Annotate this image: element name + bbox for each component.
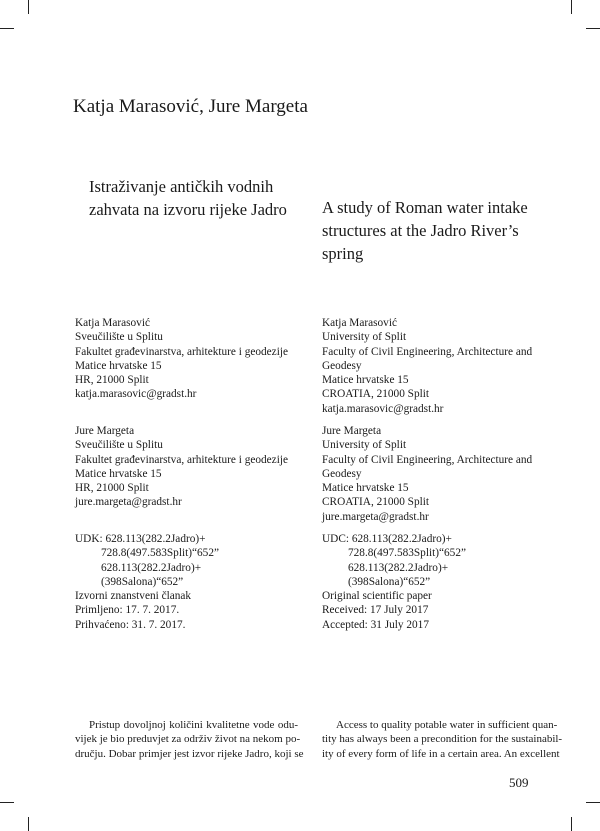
author1-affiliation-hr xyxy=(75,316,288,402)
title-line: spring xyxy=(322,244,364,263)
udk-line: 728.8(497.583Split)“652” xyxy=(101,547,219,560)
page-number: 509 xyxy=(509,775,529,790)
abstract-line: vijek je bio preduvjet za održiv život na nekom po- xyxy=(75,733,301,746)
article-type: Original scientific paper xyxy=(322,590,432,603)
udk-line: UDK: 628.113(282.2Jadro)+ xyxy=(75,533,206,545)
udc-line: (398Salona)“652” xyxy=(348,575,431,588)
title-croatian xyxy=(89,175,287,221)
received-date: Primljeno: 17. 7. 2017. xyxy=(75,604,180,617)
faculty: Faculty of Civil Engineering, Architecture and xyxy=(322,453,533,466)
author-name: Katja Marasović xyxy=(322,317,397,329)
udk-line: 628.113(282.2Jadro)+ xyxy=(101,561,202,574)
title-english xyxy=(322,196,528,265)
faculty: Fakultet građevinarstva, arhitekture i geodezije xyxy=(75,345,288,358)
street: Matice hrvatske 15 xyxy=(322,482,409,495)
accepted-date: Accepted: 31 July 2017 xyxy=(322,618,429,631)
faculty-cont: Geodesy xyxy=(322,359,362,372)
faculty: Faculty of Civil Engineering, Architecture and xyxy=(322,345,533,358)
abstract-en xyxy=(322,718,563,761)
crop-mark xyxy=(28,817,29,831)
article-meta-hr xyxy=(75,532,219,632)
author-name: Jure Margeta xyxy=(322,425,382,437)
crop-mark xyxy=(586,802,600,803)
crop-mark xyxy=(0,28,14,29)
abstract-line: dručju. Dobar primjer jest izvor rijeke Jadro, koji se xyxy=(75,747,304,760)
author-name: Jure Margeta xyxy=(75,425,135,437)
title-line: zahvata na izvoru rijeke Jadro xyxy=(89,200,287,219)
street: Matice hrvatske 15 xyxy=(322,374,409,387)
title-line: A study of Roman water intake xyxy=(322,198,528,217)
author2-affiliation-en xyxy=(322,424,532,524)
accepted-date: Prihvaćeno: 31. 7. 2017. xyxy=(75,618,186,631)
header-authors: Katja Marasović, Jure Margeta xyxy=(73,96,308,117)
crop-mark xyxy=(0,802,14,803)
abstract-line: Pristup dovoljnoj količini kvalitetne vode odu- xyxy=(89,719,298,731)
abstract-line: ity of every form of life in a certain area. An excellent xyxy=(322,747,560,760)
received-date: Received: 17 July 2017 xyxy=(322,604,429,617)
city: HR, 21000 Split xyxy=(75,374,149,387)
email: jure.margeta@gradst.hr xyxy=(75,496,182,509)
abstract-line: tity has always been a precondition for the sustainabil- xyxy=(322,733,563,746)
email: katja.marasovic@gradst.hr xyxy=(322,402,444,415)
street: Matice hrvatske 15 xyxy=(75,467,162,480)
city: CROATIA, 21000 Split xyxy=(322,388,430,401)
abstract-line: Access to quality potable water in sufficient quan- xyxy=(336,719,558,731)
title-line: structures at the Jadro River’s xyxy=(322,221,519,240)
author1-affiliation-en xyxy=(322,316,532,416)
city: HR, 21000 Split xyxy=(75,482,149,495)
email: katja.marasovic@gradst.hr xyxy=(75,388,197,401)
street: Matice hrvatske 15 xyxy=(75,359,162,372)
udc-line: 728.8(497.583Split)“652” xyxy=(348,547,466,560)
crop-mark xyxy=(28,0,29,14)
abstract-hr xyxy=(75,718,304,761)
university: Sveučilište u Splitu xyxy=(75,439,163,452)
crop-mark xyxy=(571,817,572,831)
university: University of Split xyxy=(322,439,407,452)
email: jure.margeta@gradst.hr xyxy=(322,510,429,523)
university: Sveučilište u Splitu xyxy=(75,331,163,344)
faculty: Fakultet građevinarstva, arhitekture i geodezije xyxy=(75,453,288,466)
author-name: Katja Marasović xyxy=(75,317,150,329)
author2-affiliation-hr xyxy=(75,424,288,510)
udc-line: UDC: 628.113(282.2Jadro)+ xyxy=(322,533,452,545)
crop-mark xyxy=(571,0,572,14)
title-line: Istraživanje antičkih vodnih xyxy=(89,177,274,196)
article-meta-en xyxy=(322,532,466,632)
udk-line: (398Salona)“652” xyxy=(101,575,184,588)
article-type: Izvorni znanstveni članak xyxy=(75,590,192,603)
city: CROATIA, 21000 Split xyxy=(322,496,430,509)
faculty-cont: Geodesy xyxy=(322,467,362,480)
university: University of Split xyxy=(322,331,407,344)
udc-line: 628.113(282.2Jadro)+ xyxy=(348,561,449,574)
crop-mark xyxy=(586,28,600,29)
